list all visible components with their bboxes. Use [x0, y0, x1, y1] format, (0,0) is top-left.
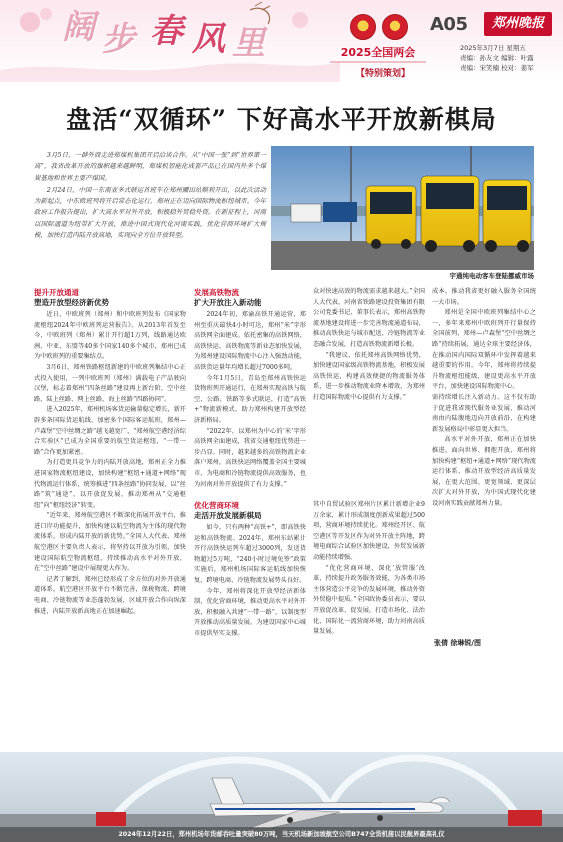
body-paragraph: 今年，郑州将深化开放型经济新体制，优化营商环境，推动更高水平对外开放，积极融入共建“一带一路”，以制度型开放推动高质量发展，为建设国家中心城市提供坚实支撑。: [194, 587, 306, 637]
article-column-4: [432, 287, 536, 635]
hero-photo-caption: 宇通纯电动客车登陆挪威市场: [449, 272, 534, 280]
section-2-subtitle: 扩大开放注入新动能: [194, 298, 262, 307]
masthead-char-4: 风: [192, 19, 225, 58]
body-paragraph: 郑州是全国中欧班列集结中心之一，多年来郑州中欧班列开行量保持全国前列，郑州—卢森堡“空中丝绸之路”持续拓展，通达全球主要经济体，在推动国内国际双循环中发挥着越来越重要的作用。今年，郑州将持续提升物流枢纽能级，建设更高水平开放平台，加快建设国际物流中心。: [432, 309, 536, 391]
body-paragraph: 2024年初，郑渝高铁开通运营，郑州至重庆最快4小时可达，郑州“米”字形高铁网全面建成。依托密集的高铁网络，高铁快运、高铁物流等新业态加快发展，为郑州建设国际物流中心注入强劲动能，高铁货运量年均增长超过7000多吨。: [194, 311, 306, 371]
masthead: [0, 0, 563, 82]
bottom-photo-caption: 2024年12月22日，郑州机场年货邮吞吐量突破80万吨，当天机场新加坡航空公司B747全货机接以民航界最高礼仪: [0, 827, 563, 842]
body-paragraph: 需持续增长注入新动力。这不仅有助于促进我省现代服务业发展，推动河南由内陆腹地迈向开放前沿，在构建新发展格局中彰显更大担当。: [432, 393, 536, 433]
section-3-kicker: 优化营商环境: [194, 501, 239, 510]
section-3-subtitle: 走活开放发展新棋局: [194, 511, 262, 520]
body-paragraph: 高水平对外开放，郑州正在加快推进。面向世界、拥抱开放，郑州将加快构建“枢纽+通道+网络”现代物流运行体系，推动开放型经济高质量发展，在更大范围、更宽领域、更深层次扩大对外开放，为中国式现代化建设河南实践贡献郑州力量。: [432, 436, 536, 507]
issue-date: 2025年3月7日 星期五: [460, 44, 526, 52]
body-paragraph: 3月6日，郑州铁路枢纽新建的中欧班列集结中心正式投入使用，一列中欧班列（郑州）满载电子产品驶向汉堡，标志着郑州“四条丝路”建设再上新台阶，空中丝路、陆上丝路、网上丝路、海上丝路“四路协同”。: [34, 363, 186, 403]
editors-line-1: 责编：孙友文 编辑：叶露: [460, 54, 534, 62]
masthead-char-5: 里: [232, 23, 265, 62]
page-headline: 盘活“双循环” 下好高水平开放新棋局: [66, 105, 497, 134]
body-paragraph: “2022年，以郑州为中心的‘米’字形高铁网全面建成，我省交通枢纽优势进一步凸显。同时，越来越多的高铁物流企业落户郑州，高铁快运网络覆盖全国主要城市，为电商和冷链物流提供高效服务，也为河南对外开放提供了有力支撑。”: [194, 427, 306, 488]
body-paragraph: 如今，只有两种“高铁+”，即高铁快运和高铁物流。2024年，郑州东站累计开行高铁快运列车超过3000列，发送货物超过5万吨，“240小时过境免签”政策实施后，郑州机场国际客运航线加快恢复，跨境电商、冷链物流发展势头良好。: [194, 524, 306, 584]
byline: 张倩 徐琳锐/图: [434, 639, 481, 647]
lead-paragraphs: [34, 150, 266, 242]
article-column-3a: [313, 287, 425, 492]
lead-paragraph: 2月24日，中国一东南亚多式联运首班车在郑州圃田站顺利开出，以此次活动为新起点，中东欧班列将开启常态化运行，郑州正在迈向国际物流枢纽城市。今年政府工作报告提出，扩大高水平对外开放，积极稳外贸稳外资。在新征程上，河南以国际通道为纽带扩大开放，推进中国式现代化河南实践，优化营商环境扩大规模，加快打造内陆开放高地，实现向全方位开放转型。: [34, 185, 266, 240]
lead-paragraph: 3月5日，一群外商走进郑煤机集团开启洽谈合作。从“中国一张”到“世界第一高”，我省改革开放的旗帜越来越鲜明，郑煤机智能化成套产品已在国内外多个煤炭基地和世界主要产煤国。: [34, 151, 266, 182]
masthead-char-1: 阔: [62, 7, 95, 46]
article-column-2a: [194, 310, 306, 492]
body-paragraph: 成本，推动我省更好融入服务全国统一大市场。: [432, 288, 536, 306]
section-2-kicker: 发展高铁物流: [194, 288, 239, 297]
newspaper-name: 郑州晚报: [484, 12, 552, 36]
body-paragraph: 近日，中欧班列（郑州）和中欧班列发布《国家物流枢纽2024年中欧班列运营报告》。从2013年首发至今，中欧班列（郑州）累计开行超1万列，线路通达欧洲、中亚、东盟等40多个国家140多个城市，郑州已成为中欧班列的重要集结点。: [34, 311, 186, 361]
cppcc-emblem-icon: [382, 14, 408, 40]
national-emblem-icon: [350, 14, 376, 40]
body-paragraph: “近年来，郑州航空港区不断深化拓展开放平台，推进口岸功能提升，加快构建以航空物流为主体的现代物流体系，形成内陆开放的新优势。”全国人大代表、郑州航空港区主要负责人表示，将坚持以开放为引领，加快建设国际航空物流枢纽，持续推动高水平对外开放，在“空中丝路”建设中展现更大作为。: [34, 512, 186, 573]
section-1-subtitle: 塑造开放型经济新优势: [34, 298, 109, 307]
body-paragraph: “优化营商环境，深化‘放管服’改革，持续提升政务服务效能，为各类市场主体营造公平竞争的发展环境，推动外资外贸稳中提质。”全国政协委员表示，要以开放促改革、促发展，打造市场化、法治化、国际化一流营商环境，助力河南高质量发展。: [313, 564, 425, 636]
body-paragraph: 为打造更具竞争力的内陆开放高地，郑州正全力推进国家物流枢纽建设，加快构建“枢纽+通道+网络”现代物流运行体系，统筹推进“四条丝路”协同发展，以“丝路”筑“通途”，以开放促发展，推动郑州从“交通枢纽”向“枢纽经济”转变。: [34, 459, 186, 509]
masthead-char-2: 步: [102, 19, 135, 58]
section-1-kicker: 提升开放通道: [34, 288, 79, 297]
article-column-3b: [313, 500, 425, 718]
editors-line-2: 责编：宋笑楠 校对：姜军: [460, 64, 534, 72]
special-badge: 【特别策划】: [356, 69, 411, 79]
body-paragraph: 进入2025年，郑州机场客货运输量稳定增长，新开辟多条国际货运航线，加密多个国际客运航班，郑州—卢森堡“空中丝绸之路”越飞越宽广，“郑州航空港经济综合实验区”已成为全国重要的航空货运枢纽，“一带一路”合作更加紧密。: [34, 406, 186, 456]
masthead-char-3: 春: [150, 11, 183, 50]
article-column-1: [34, 310, 186, 718]
hero-photo-buses: [271, 146, 534, 270]
page-number: A05: [430, 14, 468, 35]
body-paragraph: “我建议，依托郑州高铁网络优势，加快建设国家级高铁物流基地，积极发展高铁快运，构建高效便捷的物流服务体系，进一步推动物流业降本增效，为郑州打造国际物流中心提供有力支撑。”: [313, 351, 425, 401]
bus-shape: [366, 186, 416, 249]
body-paragraph: 众对快速高效的物流需求越来越大。”全国人大代表、河南省铁路建设投资集团有限公司党委书记、董事长表示，郑州高铁物流基地建设将进一步完善物流通道布局，推动高铁快运与城市配送、冷链物流等业态融合发展，打造高铁物流新增长极。: [313, 288, 425, 348]
session-title: 2025全国两会: [340, 46, 416, 59]
body-paragraph: 其中自贸试验区郑州片区累计新增企业9万余家，累计形成制度创新成果超过500项，营商环境持续优化。郑州经开区、航空港区等开发区作为对外开放主阵地，跨境电商综合试验区加快建设，外贸发展新动能持续增强。: [313, 501, 425, 561]
body-paragraph: 记者了解到，郑州已经形成了全方位的对外开放通道体系，航空港区开放平台不断完善，保税物流、跨境电商、冷链物流等业态蓬勃发展，区域开放合作向纵深推进，内陆开放新高地正在加速崛起。: [34, 575, 186, 615]
article-column-2b: [194, 523, 306, 718]
body-paragraph: 今年1月5日，青岛至郑州高铁快运货物班列开通运行，在郑州实现高铁与航空、公路、铁路等多式联运，打造“高铁+”物流新模式，助力郑州构建开放型经济新格局。: [194, 374, 306, 424]
